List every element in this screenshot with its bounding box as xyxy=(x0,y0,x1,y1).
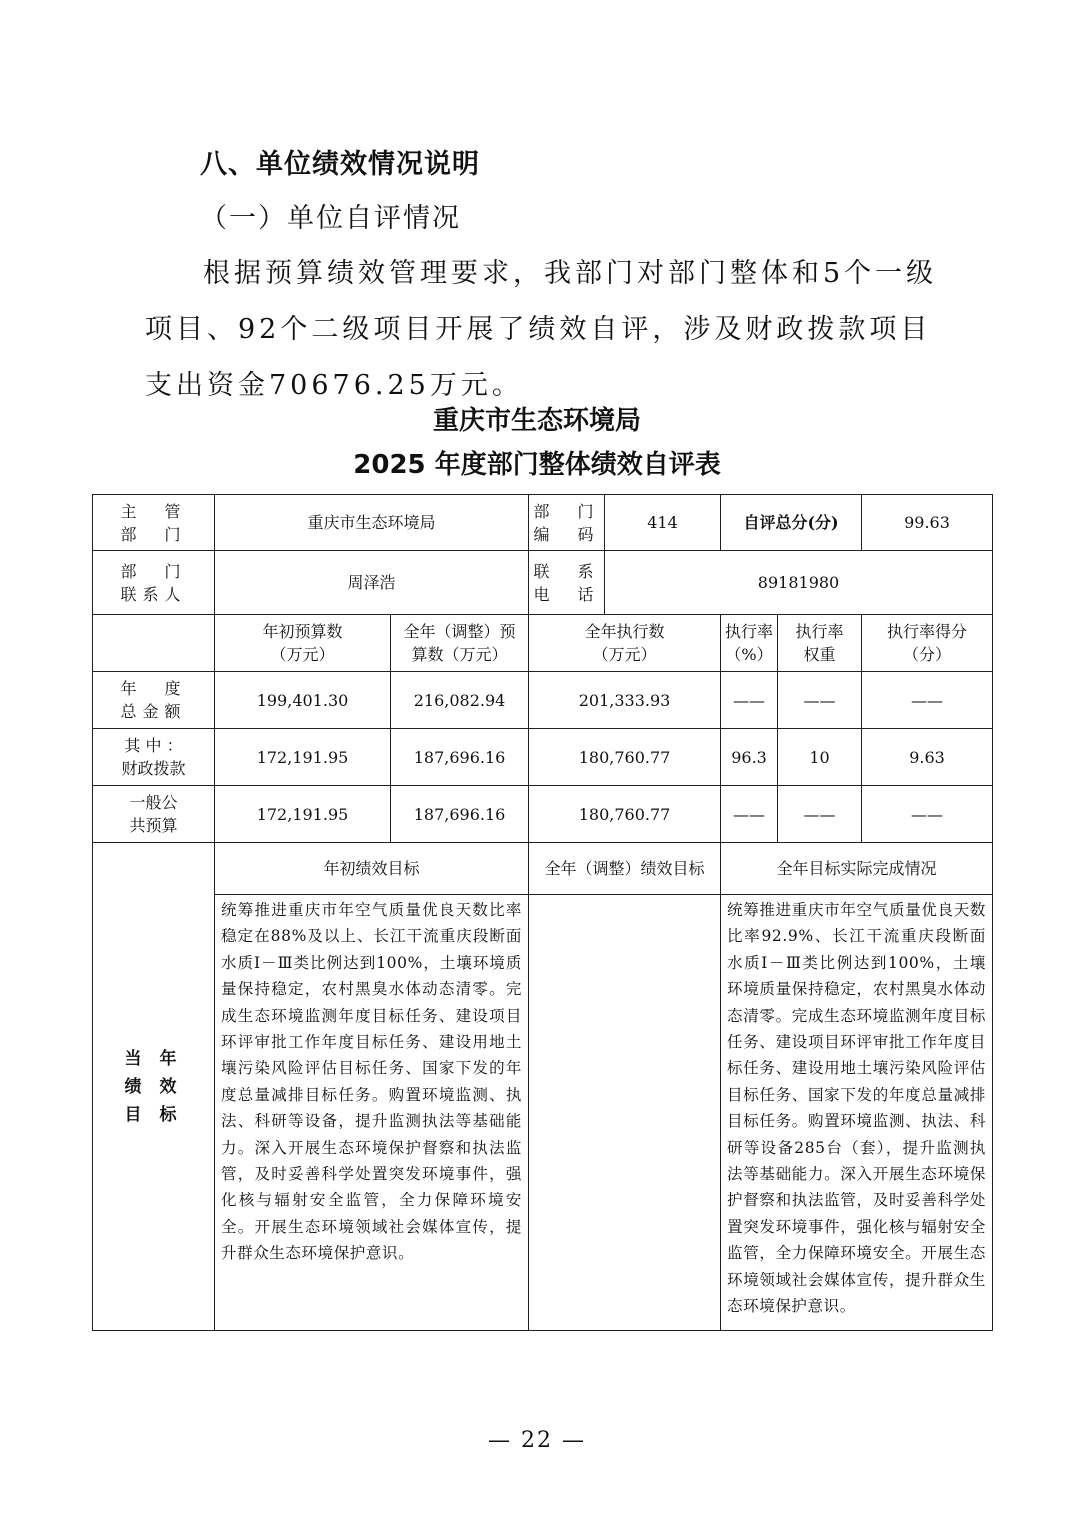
dept-code-cell: 414 xyxy=(605,495,721,551)
row-label-cell: 其 中 ： 财政拨款 xyxy=(93,729,215,786)
rate-cell: —— xyxy=(721,672,778,729)
performance-table xyxy=(92,494,993,1331)
adjusted-goal-header: 全年（调整）绩效目标 xyxy=(529,843,721,895)
contact-label-cell: 部 门 联系人 xyxy=(93,551,215,615)
rate-score-cell: —— xyxy=(862,672,993,729)
rate-cell: 96.3 xyxy=(721,729,778,786)
phone-label-cell: 联 系 电 话 xyxy=(529,551,605,615)
executed-cell: 180,760.77 xyxy=(529,786,721,843)
score-label-cell: 自评总分(分) xyxy=(721,495,862,551)
contact-name-cell: 周泽浩 xyxy=(215,551,529,615)
header-rate: 执行率 （%） xyxy=(721,615,778,672)
score-value-cell: 99.63 xyxy=(862,495,993,551)
header-rate-score: 执行率得分 （分） xyxy=(862,615,993,672)
header-initial-budget: 年初预算数 （万元） xyxy=(215,615,391,672)
actual-result-text: 统筹推进重庆市年空气质量优良天数比率92.9%、长江干流重庆段断面水质Ⅰ－Ⅲ类比例达到100%，土壤环境质量保持稳定，农村黑臭水体动态清零。完成生态环境监测年度目标任务、建设项目环评审批工作年度目标任务、建设用地土壤污染风险评估目标任务、国家下发的年度总量减排目标任务。购置环境监测、执法、科研等设备285台（套），提升监测执法等基础能力。深入开展生态环境保护督察和执法监管，及时妥善科学处置突发环境事件，强化核与辐射安全监管，全力保障环境安全。开展生态环境领域社会媒体宣传，提升群众生态环境保护意识。 xyxy=(721,895,993,1331)
section-heading: 八、单位绩效情况说明 xyxy=(200,149,480,180)
executed-cell: 201,333.93 xyxy=(529,672,721,729)
initial-goal-text: 统筹推进重庆市年空气质量优良天数比率稳定在88%及以上、长江干流重庆段断面水质Ⅰ－Ⅲ类比例达到100%，土壤环境质量保持稳定，农村黑臭水体动态清零。完成生态环境监测年度目标任务、建设项目环评审批工作年度目标任务、建设用地土壤污染风险评估目标任务、国家下发的年度总量减排目标任务。购置环境监测、执法、科研等设备，提升监测执法等基础能力。深入开展生态环境保护督察和执法监管，及时妥善科学处置突发环境事件，强化核与辐射安全监管，全力保障环境安全。开展生态环境领域社会媒体宣传，提升群众生态环境保护意识。 xyxy=(215,895,529,1331)
rate-score-cell: 9.63 xyxy=(862,729,993,786)
table-row xyxy=(93,729,993,786)
header-weight: 执行率 权重 xyxy=(778,615,862,672)
page-number: — 22 — xyxy=(488,1428,586,1453)
goals-content-row xyxy=(93,895,993,1331)
table-title-org: 重庆市生态环境局 xyxy=(432,406,641,436)
executed-cell: 180,760.77 xyxy=(529,729,721,786)
weight-cell: —— xyxy=(778,786,862,843)
initial-budget-cell: 199,401.30 xyxy=(215,672,391,729)
goals-header-row xyxy=(93,843,993,895)
table-row xyxy=(93,786,993,843)
section-subheading: （一）单位自评情况 xyxy=(200,203,461,234)
actual-result-header: 全年目标实际完成情况 xyxy=(721,843,993,895)
adjusted-budget-cell: 187,696.16 xyxy=(391,786,529,843)
initial-goal-header: 年初绩效目标 xyxy=(215,843,529,895)
weight-cell: 10 xyxy=(778,729,862,786)
table-header-row xyxy=(93,615,993,672)
phone-value-cell: 89181980 xyxy=(605,551,993,615)
goals-label-cell: 当 年 绩 效 目 标 xyxy=(93,843,215,1331)
rate-score-cell: —— xyxy=(862,786,993,843)
header-adjusted-budget: 全年（调整）预 算数（万元） xyxy=(391,615,529,672)
row-label-cell: 年 度 总金额 xyxy=(93,672,215,729)
header-executed: 全年执行数 （万元） xyxy=(529,615,721,672)
table-row xyxy=(93,495,993,551)
adjusted-goal-text xyxy=(529,895,721,1331)
weight-cell: —— xyxy=(778,672,862,729)
adjusted-budget-cell: 216,082.94 xyxy=(391,672,529,729)
dept-name-cell: 重庆市生态环境局 xyxy=(215,495,529,551)
row-label-cell: 一般公 共预算 xyxy=(93,786,215,843)
table-title-name: 2025 年度部门整体绩效自评表 xyxy=(353,450,721,480)
dept-label-cell: 主 管 部 门 xyxy=(93,495,215,551)
initial-budget-cell: 172,191.95 xyxy=(215,729,391,786)
initial-budget-cell: 172,191.95 xyxy=(215,786,391,843)
rate-cell: —— xyxy=(721,786,778,843)
dept-code-label-cell: 部 门 编 码 xyxy=(529,495,605,551)
empty-header-cell xyxy=(93,615,215,672)
adjusted-budget-cell: 187,696.16 xyxy=(391,729,529,786)
table-row xyxy=(93,551,993,615)
table-row xyxy=(93,672,993,729)
intro-paragraph: 根据预算绩效管理要求，我部门对部门整体和5个一级项目、92个二级项目开展了绩效自评，涉及财政拨款项目支出资金70676.25万元。 xyxy=(145,258,938,401)
